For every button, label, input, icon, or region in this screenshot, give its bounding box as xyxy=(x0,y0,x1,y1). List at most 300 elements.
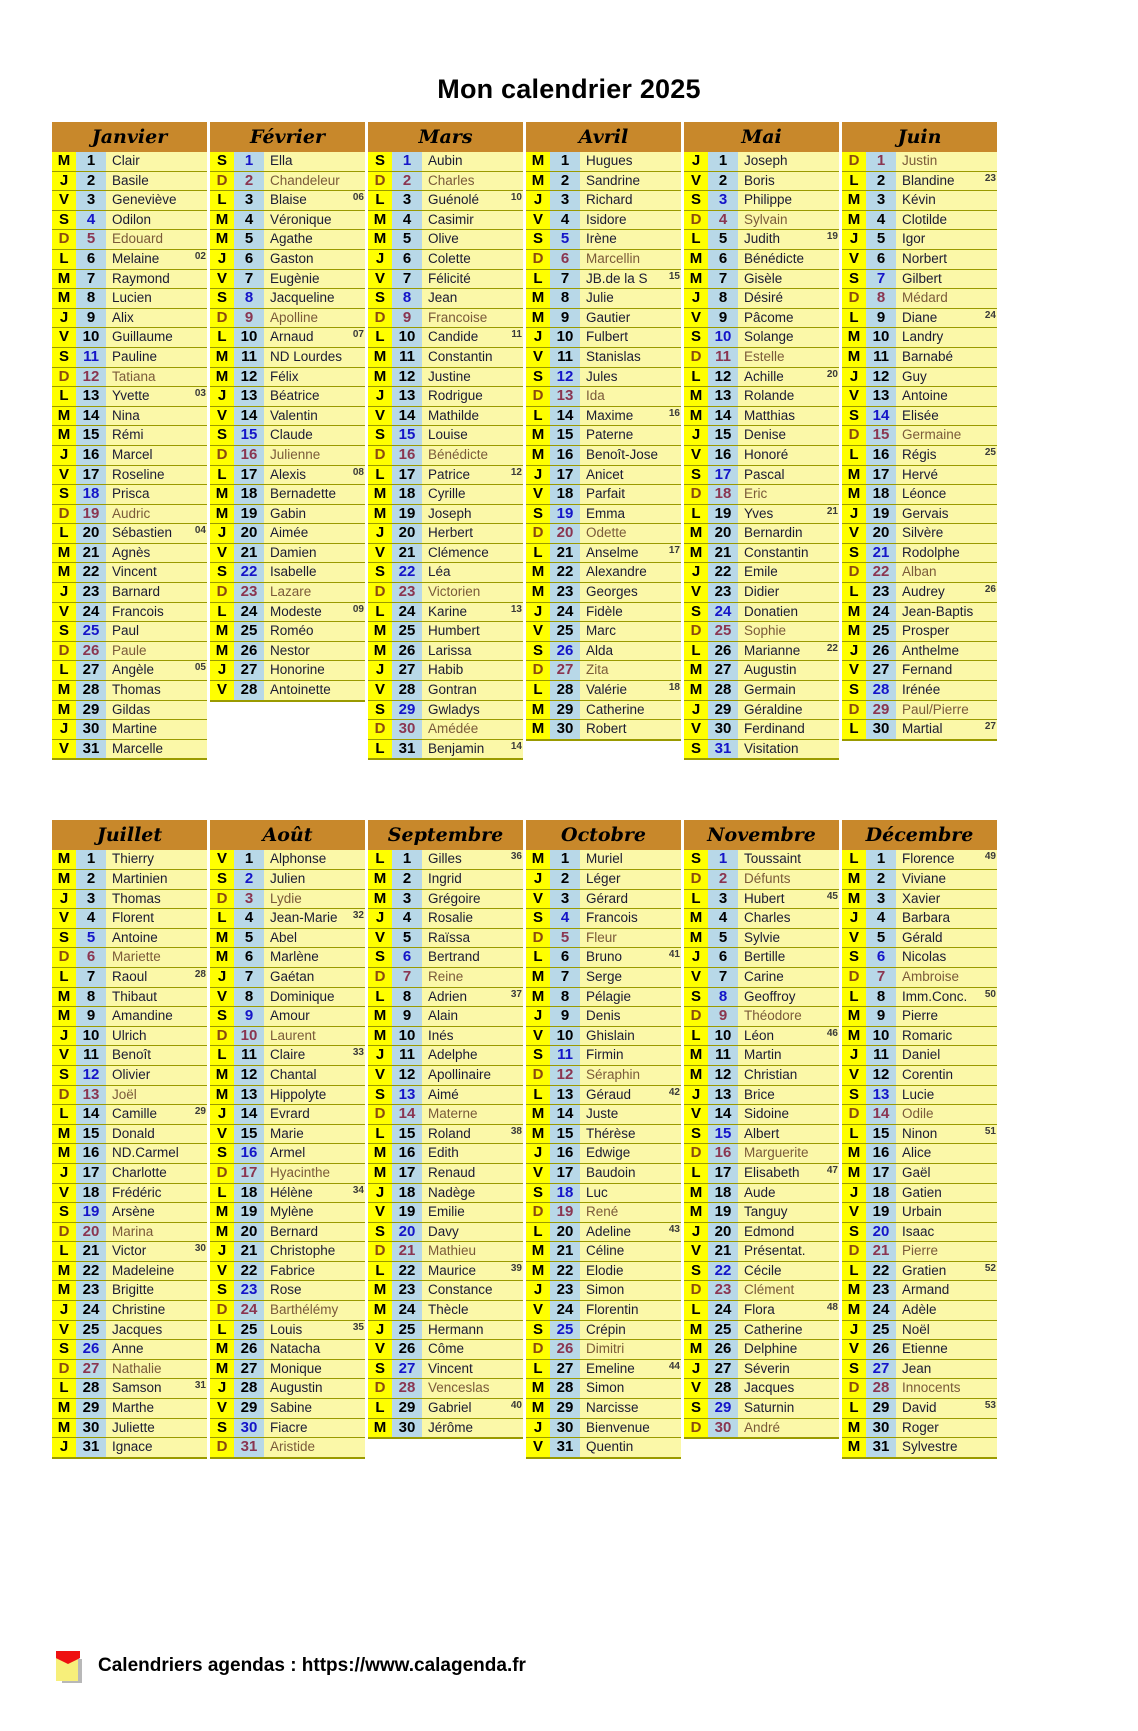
day-row[interactable] xyxy=(684,740,839,760)
day-row[interactable] xyxy=(368,850,523,870)
day-row[interactable] xyxy=(684,289,839,309)
day-row[interactable] xyxy=(684,720,839,740)
day-row[interactable] xyxy=(52,1399,207,1419)
day-row[interactable] xyxy=(684,152,839,172)
day-row[interactable] xyxy=(684,230,839,250)
day-row[interactable] xyxy=(368,870,523,890)
day-row[interactable] xyxy=(526,524,681,544)
day-row[interactable] xyxy=(210,250,365,270)
day-row[interactable] xyxy=(52,890,207,910)
day-row[interactable] xyxy=(368,505,523,525)
day-row[interactable] xyxy=(842,1281,997,1301)
day-row[interactable] xyxy=(684,309,839,329)
day-row[interactable] xyxy=(368,309,523,329)
day-row[interactable] xyxy=(368,328,523,348)
day-row[interactable] xyxy=(52,485,207,505)
day-row[interactable] xyxy=(52,270,207,290)
day-row[interactable] xyxy=(684,701,839,721)
day-row[interactable] xyxy=(526,661,681,681)
day-row[interactable] xyxy=(526,387,681,407)
day-row[interactable] xyxy=(684,250,839,270)
day-row[interactable] xyxy=(842,1340,997,1360)
day-row[interactable] xyxy=(526,466,681,486)
day-row[interactable] xyxy=(52,309,207,329)
day-row[interactable] xyxy=(684,968,839,988)
day-row[interactable] xyxy=(684,1007,839,1027)
day-row[interactable] xyxy=(526,544,681,564)
day-row[interactable] xyxy=(210,1242,365,1262)
day-row[interactable] xyxy=(842,426,997,446)
day-row[interactable] xyxy=(842,524,997,544)
day-row[interactable] xyxy=(526,890,681,910)
day-row[interactable] xyxy=(842,270,997,290)
day-row[interactable] xyxy=(842,1438,997,1458)
day-row[interactable] xyxy=(526,1438,681,1458)
day-row[interactable] xyxy=(368,720,523,740)
day-row[interactable] xyxy=(210,544,365,564)
day-row[interactable] xyxy=(368,466,523,486)
day-row[interactable] xyxy=(52,1105,207,1125)
day-row[interactable] xyxy=(684,191,839,211)
day-row[interactable] xyxy=(210,1379,365,1399)
day-row[interactable] xyxy=(526,1066,681,1086)
day-row[interactable] xyxy=(52,909,207,929)
day-row[interactable] xyxy=(842,328,997,348)
day-row[interactable] xyxy=(210,446,365,466)
day-row[interactable] xyxy=(842,544,997,564)
day-row[interactable] xyxy=(684,1321,839,1341)
day-row[interactable] xyxy=(52,563,207,583)
day-row[interactable] xyxy=(684,603,839,623)
day-row[interactable] xyxy=(368,289,523,309)
day-row[interactable] xyxy=(368,988,523,1008)
day-row[interactable] xyxy=(210,524,365,544)
day-row[interactable] xyxy=(684,622,839,642)
day-row[interactable] xyxy=(52,1419,207,1439)
day-row[interactable] xyxy=(368,1203,523,1223)
day-row[interactable] xyxy=(368,1242,523,1262)
day-row[interactable] xyxy=(52,1027,207,1047)
day-row[interactable] xyxy=(52,524,207,544)
day-row[interactable] xyxy=(368,1301,523,1321)
day-row[interactable] xyxy=(210,968,365,988)
day-row[interactable] xyxy=(210,426,365,446)
day-row[interactable] xyxy=(684,1203,839,1223)
day-row[interactable] xyxy=(368,368,523,388)
day-row[interactable] xyxy=(368,544,523,564)
day-row[interactable] xyxy=(684,661,839,681)
day-row[interactable] xyxy=(842,1027,997,1047)
day-row[interactable] xyxy=(210,1262,365,1282)
day-row[interactable] xyxy=(368,948,523,968)
day-row[interactable] xyxy=(52,211,207,231)
day-row[interactable] xyxy=(526,1379,681,1399)
day-row[interactable] xyxy=(368,1281,523,1301)
day-row[interactable] xyxy=(842,152,997,172)
day-row[interactable] xyxy=(368,407,523,427)
day-row[interactable] xyxy=(368,622,523,642)
day-row[interactable] xyxy=(526,426,681,446)
day-row[interactable] xyxy=(210,270,365,290)
day-row[interactable] xyxy=(842,1242,997,1262)
day-row[interactable] xyxy=(684,1144,839,1164)
day-row[interactable] xyxy=(842,1046,997,1066)
day-row[interactable] xyxy=(526,948,681,968)
day-row[interactable] xyxy=(52,1281,207,1301)
day-row[interactable] xyxy=(684,948,839,968)
day-row[interactable] xyxy=(842,1105,997,1125)
day-row[interactable] xyxy=(52,1144,207,1164)
day-row[interactable] xyxy=(52,505,207,525)
day-row[interactable] xyxy=(210,1399,365,1419)
day-row[interactable] xyxy=(52,368,207,388)
day-row[interactable] xyxy=(368,1105,523,1125)
day-row[interactable] xyxy=(210,661,365,681)
day-row[interactable] xyxy=(842,1184,997,1204)
day-row[interactable] xyxy=(210,1007,365,1027)
day-row[interactable] xyxy=(368,1086,523,1106)
day-row[interactable] xyxy=(684,368,839,388)
day-row[interactable] xyxy=(368,1360,523,1380)
day-row[interactable] xyxy=(368,1379,523,1399)
day-row[interactable] xyxy=(526,968,681,988)
day-row[interactable] xyxy=(368,524,523,544)
day-row[interactable] xyxy=(526,681,681,701)
day-row[interactable] xyxy=(526,622,681,642)
day-row[interactable] xyxy=(842,1066,997,1086)
day-row[interactable] xyxy=(368,172,523,192)
day-row[interactable] xyxy=(52,407,207,427)
day-row[interactable] xyxy=(684,929,839,949)
day-row[interactable] xyxy=(210,681,365,701)
day-row[interactable] xyxy=(368,1419,523,1439)
day-row[interactable] xyxy=(368,583,523,603)
day-row[interactable] xyxy=(842,466,997,486)
day-row[interactable] xyxy=(684,850,839,870)
day-row[interactable] xyxy=(210,1086,365,1106)
day-row[interactable] xyxy=(684,1125,839,1145)
day-row[interactable] xyxy=(210,603,365,623)
day-row[interactable] xyxy=(210,642,365,662)
day-row[interactable] xyxy=(526,1321,681,1341)
day-row[interactable] xyxy=(52,948,207,968)
day-row[interactable] xyxy=(210,563,365,583)
day-row[interactable] xyxy=(526,1242,681,1262)
day-row[interactable] xyxy=(52,661,207,681)
day-row[interactable] xyxy=(684,890,839,910)
day-row[interactable] xyxy=(684,1301,839,1321)
day-row[interactable] xyxy=(368,740,523,760)
day-row[interactable] xyxy=(210,583,365,603)
day-row[interactable] xyxy=(52,446,207,466)
day-row[interactable] xyxy=(52,289,207,309)
day-row[interactable] xyxy=(526,1046,681,1066)
day-row[interactable] xyxy=(52,1066,207,1086)
day-row[interactable] xyxy=(526,328,681,348)
day-row[interactable] xyxy=(842,1360,997,1380)
day-row[interactable] xyxy=(210,1184,365,1204)
day-row[interactable] xyxy=(368,1184,523,1204)
day-row[interactable] xyxy=(52,1379,207,1399)
day-row[interactable] xyxy=(684,485,839,505)
day-row[interactable] xyxy=(210,1438,365,1458)
day-row[interactable] xyxy=(684,544,839,564)
day-row[interactable] xyxy=(368,661,523,681)
day-row[interactable] xyxy=(684,1066,839,1086)
day-row[interactable] xyxy=(526,1281,681,1301)
day-row[interactable] xyxy=(210,870,365,890)
day-row[interactable] xyxy=(526,230,681,250)
day-row[interactable] xyxy=(842,309,997,329)
day-row[interactable] xyxy=(842,485,997,505)
day-row[interactable] xyxy=(368,1262,523,1282)
day-row[interactable] xyxy=(842,909,997,929)
day-row[interactable] xyxy=(368,1125,523,1145)
day-row[interactable] xyxy=(842,988,997,1008)
day-row[interactable] xyxy=(526,988,681,1008)
day-row[interactable] xyxy=(52,1340,207,1360)
day-row[interactable] xyxy=(368,270,523,290)
day-row[interactable] xyxy=(684,1262,839,1282)
day-row[interactable] xyxy=(842,1125,997,1145)
day-row[interactable] xyxy=(368,890,523,910)
day-row[interactable] xyxy=(368,968,523,988)
day-row[interactable] xyxy=(368,642,523,662)
day-row[interactable] xyxy=(842,407,997,427)
day-row[interactable] xyxy=(842,1379,997,1399)
day-row[interactable] xyxy=(52,1086,207,1106)
day-row[interactable] xyxy=(210,172,365,192)
day-row[interactable] xyxy=(210,850,365,870)
day-row[interactable] xyxy=(842,250,997,270)
day-row[interactable] xyxy=(368,909,523,929)
day-row[interactable] xyxy=(684,524,839,544)
day-row[interactable] xyxy=(684,870,839,890)
day-row[interactable] xyxy=(52,387,207,407)
day-row[interactable] xyxy=(368,152,523,172)
day-row[interactable] xyxy=(526,407,681,427)
day-row[interactable] xyxy=(210,211,365,231)
day-row[interactable] xyxy=(842,890,997,910)
day-row[interactable] xyxy=(210,348,365,368)
day-row[interactable] xyxy=(210,1027,365,1047)
day-row[interactable] xyxy=(526,348,681,368)
day-row[interactable] xyxy=(52,968,207,988)
day-row[interactable] xyxy=(210,1281,365,1301)
day-row[interactable] xyxy=(684,583,839,603)
day-row[interactable] xyxy=(684,1223,839,1243)
day-row[interactable] xyxy=(684,988,839,1008)
day-row[interactable] xyxy=(842,720,997,740)
day-row[interactable] xyxy=(684,1340,839,1360)
day-row[interactable] xyxy=(210,1223,365,1243)
day-row[interactable] xyxy=(368,211,523,231)
day-row[interactable] xyxy=(210,1144,365,1164)
day-row[interactable] xyxy=(210,1066,365,1086)
day-row[interactable] xyxy=(368,701,523,721)
day-row[interactable] xyxy=(526,642,681,662)
day-row[interactable] xyxy=(52,870,207,890)
day-row[interactable] xyxy=(842,563,997,583)
day-row[interactable] xyxy=(52,622,207,642)
day-row[interactable] xyxy=(52,1438,207,1458)
day-row[interactable] xyxy=(52,426,207,446)
day-row[interactable] xyxy=(210,1046,365,1066)
day-row[interactable] xyxy=(210,890,365,910)
day-row[interactable] xyxy=(210,485,365,505)
day-row[interactable] xyxy=(526,850,681,870)
day-row[interactable] xyxy=(684,270,839,290)
day-row[interactable] xyxy=(526,1360,681,1380)
day-row[interactable] xyxy=(210,929,365,949)
day-row[interactable] xyxy=(526,563,681,583)
day-row[interactable] xyxy=(526,929,681,949)
day-row[interactable] xyxy=(210,191,365,211)
day-row[interactable] xyxy=(526,289,681,309)
day-row[interactable] xyxy=(526,446,681,466)
day-row[interactable] xyxy=(842,368,997,388)
day-row[interactable] xyxy=(52,544,207,564)
day-row[interactable] xyxy=(210,1164,365,1184)
day-row[interactable] xyxy=(368,1340,523,1360)
day-row[interactable] xyxy=(526,172,681,192)
day-row[interactable] xyxy=(52,929,207,949)
day-row[interactable] xyxy=(526,485,681,505)
day-row[interactable] xyxy=(526,720,681,740)
day-row[interactable] xyxy=(52,701,207,721)
day-row[interactable] xyxy=(842,661,997,681)
day-row[interactable] xyxy=(526,1184,681,1204)
day-row[interactable] xyxy=(526,1144,681,1164)
day-row[interactable] xyxy=(52,988,207,1008)
day-row[interactable] xyxy=(52,1007,207,1027)
day-row[interactable] xyxy=(368,387,523,407)
day-row[interactable] xyxy=(842,1007,997,1027)
day-row[interactable] xyxy=(368,426,523,446)
day-row[interactable] xyxy=(842,289,997,309)
day-row[interactable] xyxy=(526,1223,681,1243)
day-row[interactable] xyxy=(842,1301,997,1321)
day-row[interactable] xyxy=(210,407,365,427)
day-row[interactable] xyxy=(368,929,523,949)
day-row[interactable] xyxy=(210,230,365,250)
day-row[interactable] xyxy=(526,1007,681,1027)
day-row[interactable] xyxy=(368,1066,523,1086)
day-row[interactable] xyxy=(842,1223,997,1243)
day-row[interactable] xyxy=(842,583,997,603)
day-row[interactable] xyxy=(684,1419,839,1439)
day-row[interactable] xyxy=(52,1242,207,1262)
day-row[interactable] xyxy=(842,1086,997,1106)
day-row[interactable] xyxy=(842,968,997,988)
day-row[interactable] xyxy=(526,909,681,929)
day-row[interactable] xyxy=(368,603,523,623)
day-row[interactable] xyxy=(52,850,207,870)
day-row[interactable] xyxy=(684,446,839,466)
day-row[interactable] xyxy=(842,642,997,662)
day-row[interactable] xyxy=(526,1086,681,1106)
day-row[interactable] xyxy=(684,407,839,427)
day-row[interactable] xyxy=(52,1184,207,1204)
day-row[interactable] xyxy=(52,230,207,250)
day-row[interactable] xyxy=(368,1046,523,1066)
day-row[interactable] xyxy=(684,348,839,368)
day-row[interactable] xyxy=(210,1105,365,1125)
day-row[interactable] xyxy=(52,740,207,760)
day-row[interactable] xyxy=(52,250,207,270)
day-row[interactable] xyxy=(52,348,207,368)
day-row[interactable] xyxy=(210,1203,365,1223)
day-row[interactable] xyxy=(684,505,839,525)
day-row[interactable] xyxy=(52,681,207,701)
day-row[interactable] xyxy=(52,466,207,486)
day-row[interactable] xyxy=(210,1340,365,1360)
day-row[interactable] xyxy=(368,563,523,583)
day-row[interactable] xyxy=(52,642,207,662)
day-row[interactable] xyxy=(52,152,207,172)
day-row[interactable] xyxy=(52,583,207,603)
day-row[interactable] xyxy=(52,1301,207,1321)
day-row[interactable] xyxy=(842,446,997,466)
day-row[interactable] xyxy=(368,1223,523,1243)
day-row[interactable] xyxy=(368,1027,523,1047)
day-row[interactable] xyxy=(526,583,681,603)
day-row[interactable] xyxy=(842,1419,997,1439)
day-row[interactable] xyxy=(684,909,839,929)
day-row[interactable] xyxy=(842,505,997,525)
day-row[interactable] xyxy=(684,1360,839,1380)
day-row[interactable] xyxy=(526,505,681,525)
day-row[interactable] xyxy=(842,1262,997,1282)
day-row[interactable] xyxy=(684,1046,839,1066)
day-row[interactable] xyxy=(210,1321,365,1341)
day-row[interactable] xyxy=(210,1419,365,1439)
day-row[interactable] xyxy=(526,701,681,721)
day-row[interactable] xyxy=(684,681,839,701)
day-row[interactable] xyxy=(526,1164,681,1184)
day-row[interactable] xyxy=(684,1105,839,1125)
day-row[interactable] xyxy=(210,387,365,407)
day-row[interactable] xyxy=(210,328,365,348)
day-row[interactable] xyxy=(210,152,365,172)
day-row[interactable] xyxy=(842,929,997,949)
day-row[interactable] xyxy=(684,1399,839,1419)
day-row[interactable] xyxy=(684,1184,839,1204)
day-row[interactable] xyxy=(684,172,839,192)
day-row[interactable] xyxy=(526,870,681,890)
day-row[interactable] xyxy=(842,948,997,968)
day-row[interactable] xyxy=(842,681,997,701)
day-row[interactable] xyxy=(210,1360,365,1380)
day-row[interactable] xyxy=(842,850,997,870)
day-row[interactable] xyxy=(52,1262,207,1282)
day-row[interactable] xyxy=(842,191,997,211)
day-row[interactable] xyxy=(52,1321,207,1341)
day-row[interactable] xyxy=(526,211,681,231)
day-row[interactable] xyxy=(526,1419,681,1439)
day-row[interactable] xyxy=(684,563,839,583)
day-row[interactable] xyxy=(368,230,523,250)
day-row[interactable] xyxy=(842,387,997,407)
day-row[interactable] xyxy=(842,1144,997,1164)
day-row[interactable] xyxy=(368,250,523,270)
day-row[interactable] xyxy=(368,1144,523,1164)
day-row[interactable] xyxy=(368,681,523,701)
day-row[interactable] xyxy=(368,446,523,466)
day-row[interactable] xyxy=(526,1027,681,1047)
day-row[interactable] xyxy=(210,622,365,642)
day-row[interactable] xyxy=(210,1301,365,1321)
